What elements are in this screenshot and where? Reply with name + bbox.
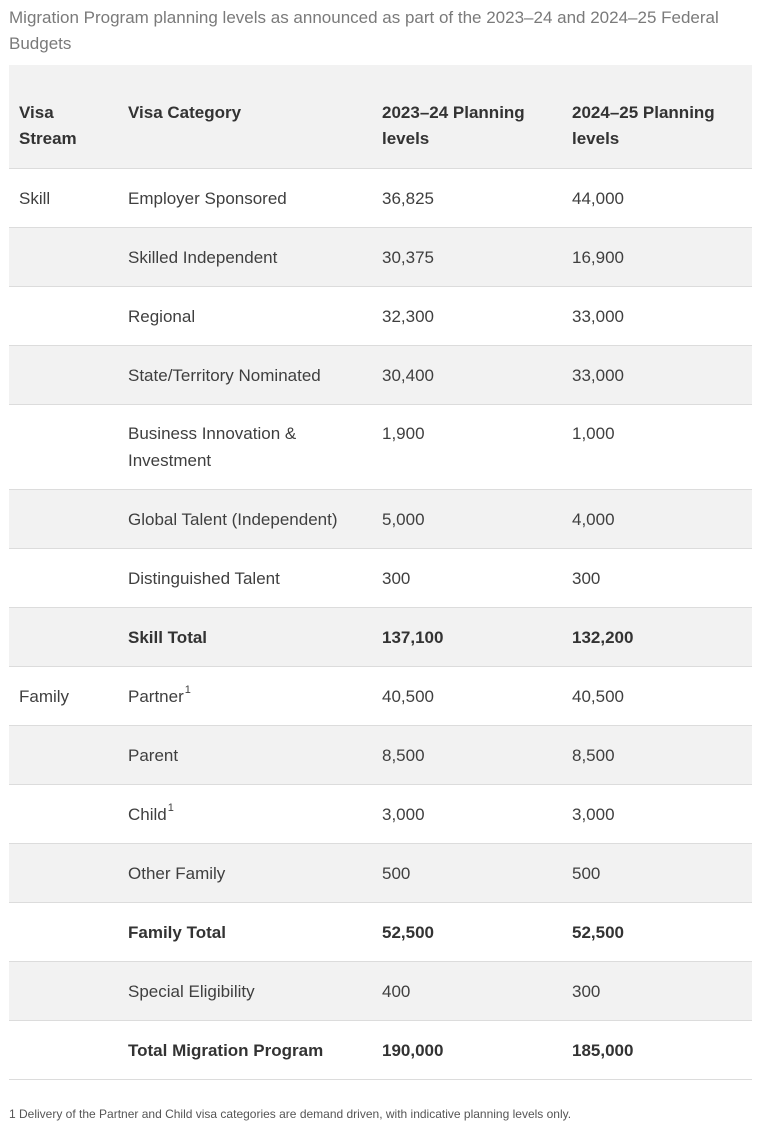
table-caption: Migration Program planning levels as announced as part of the 2023–24 and 2024–25 Federal Budgets [9, 8, 719, 53]
cell-visa-category: Business Innovation & Investment [118, 404, 372, 489]
cell-visa-category: Regional [118, 286, 372, 345]
cell-visa-category: Global Talent (Independent) [118, 489, 372, 548]
cell-visa-stream [9, 286, 118, 345]
header-2023-24-planning-levels: 2023–24 Planning levels [372, 65, 562, 168]
cell-2024-25: 4,000 [562, 489, 752, 548]
cell-2024-25: 52,500 [562, 902, 752, 961]
cell-visa-stream [9, 1020, 118, 1079]
table-row [9, 666, 752, 725]
table-row [9, 784, 752, 843]
cell-visa-stream [9, 784, 118, 843]
cell-2024-25: 40,500 [562, 666, 752, 725]
cell-visa-category: Skill Total [118, 607, 372, 666]
cell-visa-category: Employer Sponsored [118, 168, 372, 227]
cell-visa-category: State/Territory Nominated [118, 345, 372, 404]
cell-2024-25: 8,500 [562, 725, 752, 784]
cell-visa-stream [9, 843, 118, 902]
footnote-marker: 1 [167, 801, 174, 814]
header-2024-25-planning-levels: 2024–25 Planning levels [562, 65, 752, 168]
cell-2024-25: 44,000 [562, 168, 752, 227]
table-row-total-migration-program [9, 1020, 752, 1079]
cell-2023-24: 190,000 [372, 1020, 562, 1079]
cell-2023-24: 52,500 [372, 902, 562, 961]
cell-2023-24: 300 [372, 548, 562, 607]
header-visa-category: Visa Category [118, 65, 372, 168]
cell-2024-25: 300 [562, 961, 752, 1020]
cell-visa-stream [9, 345, 118, 404]
category-label: Child [128, 804, 167, 824]
table-row [9, 286, 752, 345]
cell-visa-stream [9, 548, 118, 607]
cell-visa-category: Special Eligibility [118, 961, 372, 1020]
header-visa-stream: Visa Stream [9, 65, 118, 168]
cell-visa-stream [9, 227, 118, 286]
cell-2024-25: 300 [562, 548, 752, 607]
cell-visa-category [118, 666, 372, 725]
cell-2023-24: 1,900 [372, 404, 562, 489]
cell-2024-25: 185,000 [562, 1020, 752, 1079]
table-row [9, 961, 752, 1020]
cell-2023-24: 3,000 [372, 784, 562, 843]
cell-visa-category: Family Total [118, 902, 372, 961]
footnote: 1 Delivery of the Partner and Child visa categories are demand driven, with indicative planning levels only. [9, 1107, 572, 1121]
category-label: Partner [128, 686, 184, 706]
table-row [9, 548, 752, 607]
cell-2023-24: 30,375 [372, 227, 562, 286]
cell-visa-stream [9, 607, 118, 666]
cell-2023-24: 40,500 [372, 666, 562, 725]
cell-visa-category [118, 784, 372, 843]
cell-2024-25: 1,000 [562, 404, 752, 489]
table-row [9, 843, 752, 902]
cell-2024-25: 33,000 [562, 345, 752, 404]
migration-planning-table [9, 65, 752, 1080]
table-header-row [9, 65, 752, 168]
cell-2024-25: 16,900 [562, 227, 752, 286]
cell-2023-24: 30,400 [372, 345, 562, 404]
cell-visa-stream: Skill [9, 168, 118, 227]
cell-visa-category: Total Migration Program [118, 1020, 372, 1079]
cell-2023-24: 8,500 [372, 725, 562, 784]
table-row-family-total [9, 902, 752, 961]
table-row-skill-total [9, 607, 752, 666]
cell-visa-stream: Family [9, 666, 118, 725]
table-row [9, 345, 752, 404]
cell-2023-24: 36,825 [372, 168, 562, 227]
table-row [9, 227, 752, 286]
cell-2024-25: 3,000 [562, 784, 752, 843]
cell-2023-24: 32,300 [372, 286, 562, 345]
cell-visa-category: Skilled Independent [118, 227, 372, 286]
cell-2023-24: 500 [372, 843, 562, 902]
cell-2024-25: 500 [562, 843, 752, 902]
cell-2024-25: 132,200 [562, 607, 752, 666]
table-row [9, 489, 752, 548]
cell-2023-24: 137,100 [372, 607, 562, 666]
cell-visa-category: Distinguished Talent [118, 548, 372, 607]
cell-2023-24: 400 [372, 961, 562, 1020]
cell-visa-stream [9, 902, 118, 961]
cell-visa-stream [9, 404, 118, 489]
cell-visa-stream [9, 961, 118, 1020]
table-row [9, 725, 752, 784]
footnote-marker: 1 [184, 683, 191, 696]
table-row [9, 404, 752, 489]
cell-2023-24: 5,000 [372, 489, 562, 548]
cell-visa-stream [9, 725, 118, 784]
cell-visa-category: Other Family [118, 843, 372, 902]
cell-2024-25: 33,000 [562, 286, 752, 345]
table-row [9, 168, 752, 227]
cell-visa-stream [9, 489, 118, 548]
cell-visa-category: Parent [118, 725, 372, 784]
